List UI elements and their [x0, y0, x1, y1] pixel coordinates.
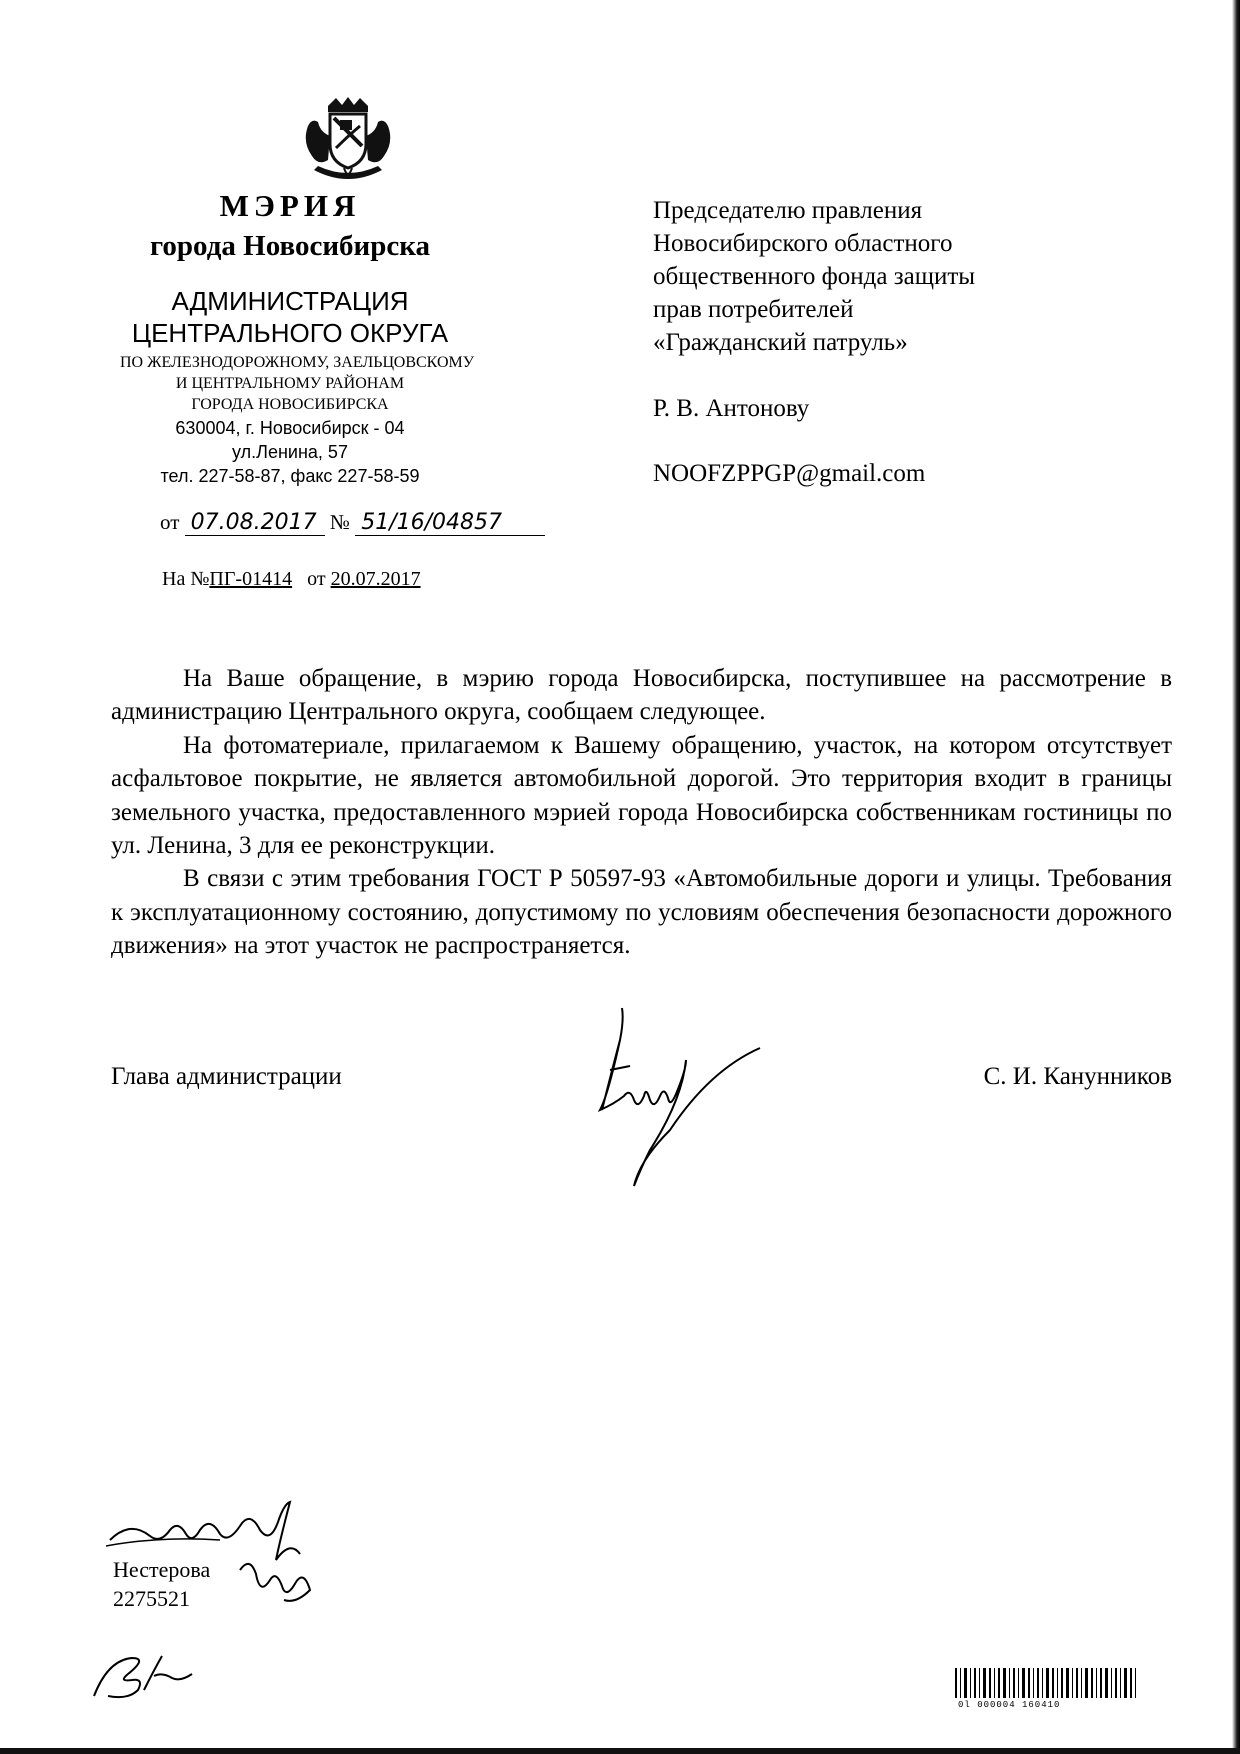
city-name: города Новосибирска — [149, 230, 431, 262]
incoming-number-label: № — [190, 568, 210, 590]
incoming-number: ПГ-01414 — [209, 568, 293, 590]
executor-name: Нестерова — [113, 1557, 211, 1582]
street-address: ул.Ленина, 57 — [232, 442, 348, 462]
districts-line-2: И ЦЕНТРАЛЬНОМУ РАЙОНАМ — [175, 375, 405, 392]
incoming-reference — [162, 568, 421, 591]
outgoing-date: 07.08.2017 — [185, 510, 325, 536]
outgoing-from-label: от — [160, 510, 180, 534]
outgoing-reference — [160, 510, 545, 536]
postal-address: 630004, г. Новосибирск - 04 — [175, 418, 405, 438]
signatory-name: С. И. Канунников — [983, 1063, 1172, 1090]
districts-line-3: ГОРОДА НОВОСИБИРСКА — [191, 396, 389, 413]
addressee-line: прав потребителей — [653, 296, 854, 323]
administration-title: АДМИНИСТРАЦИЯ — [171, 286, 409, 316]
districts-line-1: ПО ЖЕЛЕЗНОДОРОЖНОМУ, ЗАЕЛЬЦОВСКОМУ — [120, 354, 475, 371]
addressee-line: Новосибирского областного — [653, 230, 953, 257]
mayor-office-title: МЭРИЯ — [219, 188, 361, 223]
phone-fax: тел. 227-58-87, факс 227-58-59 — [160, 466, 420, 486]
body-paragraph: В связи с этим требования ГОСТ Р 50597-93 «Автомобильные дороги и улицы. Требования к эксплуатационному состоянию, допустимому по условиям обеспечения безопасности дорожного движения» на этот участок не распространяется. — [111, 865, 1172, 960]
addressee-email: NOOFZPPGP@gmail.com — [653, 460, 926, 487]
barcode — [955, 1668, 1141, 1702]
executor-phone: 2275521 — [113, 1586, 190, 1611]
incoming-prefix: На — [162, 568, 186, 590]
addressee-line: Председателю правления — [653, 197, 923, 224]
addressee-line: «Гражданский патруль» — [653, 329, 908, 356]
addressee-name: Р. В. Антонову — [653, 395, 810, 422]
incoming-from-label: от — [307, 568, 326, 590]
initials-signature — [88, 1650, 198, 1700]
signatory-title: Глава администрации — [111, 1063, 342, 1090]
scan-edge-right — [1232, 0, 1240, 1754]
barcode-number: 0l 000004 160410 — [958, 1700, 1061, 1710]
addressee-block — [653, 194, 975, 359]
novosibirsk-coat-of-arms-icon — [300, 96, 396, 182]
incoming-date: 20.07.2017 — [330, 568, 421, 590]
district-title: ЦЕНТРАЛЬНОГО ОКРУГА — [131, 318, 449, 348]
outgoing-number: 51/16/04857 — [355, 510, 545, 536]
addressee-line: общественного фонда защиты — [653, 263, 976, 290]
body-paragraph: На Ваше обращение, в мэрию города Новосибирска, поступившее на рассмотрение в администрацию Центрального округа, сообщаем следующее. — [111, 665, 1172, 726]
outgoing-number-label: № — [329, 510, 350, 534]
letter-body — [111, 662, 1172, 963]
scan-edge-bottom — [0, 1748, 1240, 1754]
handwritten-signature — [590, 1000, 790, 1200]
body-paragraph: На фотоматериале, прилагаемом к Вашему обращению, участок, на котором отсутствует асфальтовое покрытие, не является автомобильной дорогой. Это территория входит в границы земельного участка, предоставленного мэрией города Новосибирска собственникам гостиницы по ул. Ленина, 3 для ее реконструкции. — [111, 731, 1172, 860]
